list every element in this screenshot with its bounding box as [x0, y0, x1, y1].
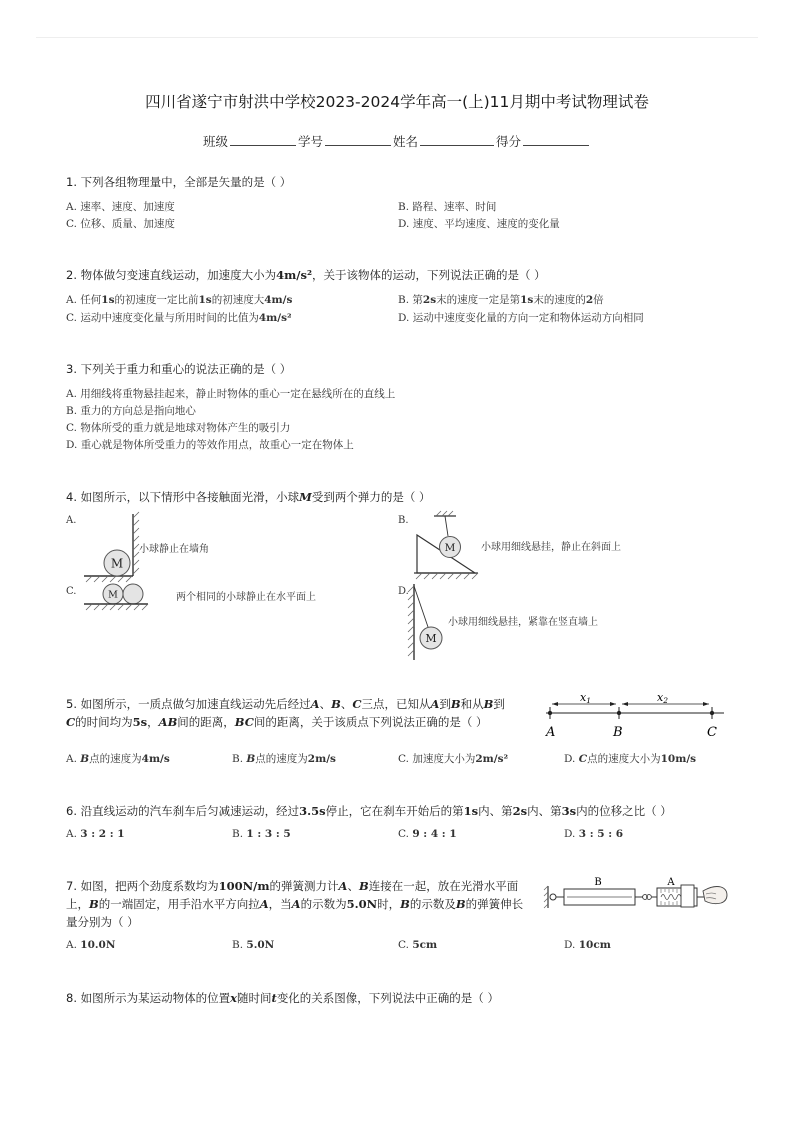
q4-fig-b-caption: 小球用细线悬挂，静止在斜面上 — [481, 542, 621, 553]
top-divider — [36, 37, 758, 38]
q7-var: A — [338, 879, 348, 893]
q5-option-b — [232, 751, 336, 766]
q7-a-text: A. — [66, 939, 81, 951]
q7-unit: 100N/m — [218, 879, 270, 893]
q4-stem-text: 受到两个弹力的是（ ） — [311, 490, 431, 504]
q6-b-text: B. — [232, 828, 247, 840]
q5-c-unit: 2m/s² — [475, 753, 509, 765]
q8-var: x — [230, 991, 237, 1005]
q7-option-a — [66, 939, 115, 951]
q2-b-text: B. 第 — [398, 294, 423, 306]
q6-unit: 3.5s — [299, 804, 326, 818]
q6-c-ratio: 9 : 4 : 1 — [412, 828, 457, 840]
q5-var: C — [66, 715, 76, 729]
q5-var: C — [352, 697, 362, 711]
q5-text: 5. 如图所示，一质点做匀加速直线运动先后经过 — [66, 697, 311, 711]
q6-option-d — [564, 828, 623, 840]
q5-text: 间的距离，关于该质点下列说法正确的是（ ） — [253, 715, 488, 729]
name-label: 姓名 — [393, 134, 419, 149]
q1-option-d: D. 速度、平均速度、速度的变化量 — [398, 218, 560, 230]
q6-option-c — [398, 828, 457, 840]
q5-stem-line2 — [66, 714, 488, 730]
q7-text: 7. 如图，把两个劲度系数均为 — [66, 879, 219, 893]
q2-a-text: 的初速度一定比前 — [114, 294, 199, 306]
q8-text: 8. 如图所示为某运动物体的位置 — [66, 991, 231, 1005]
q4-ball-symbol: M — [299, 490, 312, 504]
q7-text: 的弹簧测力计 — [269, 879, 339, 893]
q5-fig-x2: x2 — [657, 691, 668, 705]
q7-var: A — [259, 897, 269, 911]
q4-figure-c — [82, 582, 152, 610]
q5-fig-x1: x1 — [580, 691, 591, 705]
q2-option-d: D. 运动中速度变化量的方向一定和物体运动方向相同 — [398, 312, 644, 324]
q5-fig-point-c: C — [707, 725, 717, 740]
q2-option-c — [66, 310, 292, 325]
q7-fig-label-a: A — [667, 877, 675, 888]
q4-fig-b-ball-label: M — [444, 542, 456, 554]
q5-text: 到 — [439, 697, 451, 711]
q3-option-c: C. 物体所受的重力就是地球对物体产生的吸引力 — [66, 422, 291, 434]
q5-var: AB — [158, 715, 178, 729]
q3-stem: 3. 下列关于重力和重心的说法正确的是（ ） — [66, 362, 292, 376]
q5-text: 间的距离， — [177, 715, 235, 729]
q7-text: 的一端固定，用手沿水平方向拉 — [98, 897, 260, 911]
q6-stem — [66, 803, 672, 819]
q7-text: 的示数及 — [409, 897, 456, 911]
q7-d-value: 10cm — [578, 939, 611, 951]
q7-stem-line1 — [66, 878, 518, 894]
q5-b-var: B — [246, 753, 256, 765]
q7-stem-line3: 量分别为（ ） — [66, 915, 139, 929]
q5-fig-point-b: B — [613, 725, 623, 740]
q4-fig-c-caption: 两个相同的小球静止在水平面上 — [176, 592, 316, 603]
student-info-line — [0, 132, 794, 150]
q5-d-unit: 10m/s — [660, 753, 697, 765]
q2-c-unit: 4m/s² — [258, 312, 292, 324]
q5-c-text: C. 加速度大小为 — [398, 753, 476, 765]
q4-stem-text: 4. 如图所示，以下情形中各接触面光滑，小球 — [66, 490, 300, 504]
q4-fig-c-ball-label: M — [108, 589, 118, 601]
q5-var: A — [310, 697, 320, 711]
q2-acceleration-value: 4m/s² — [276, 268, 313, 282]
q5-text: ， — [147, 715, 159, 729]
q7-c-value: 5cm — [412, 939, 438, 951]
q2-option-a — [66, 292, 292, 307]
q5-option-a — [66, 751, 170, 766]
q5-var: B — [483, 697, 494, 711]
q7-var: A — [291, 897, 301, 911]
class-label: 班级 — [202, 134, 228, 149]
q6-text: 内、第 — [527, 804, 562, 818]
q2-stem-text: ，关于该物体的运动，下列说法正确的是（ ） — [312, 268, 546, 282]
id-blank — [325, 133, 391, 146]
q2-a-text: A. 任何 — [66, 294, 102, 306]
q1-option-c: C. 位移、质量、加速度 — [66, 218, 175, 230]
q7-stem-line2 — [66, 896, 523, 912]
q6-text: 内的位移之比（ ） — [576, 804, 672, 818]
q5-a-unit: 4m/s — [141, 753, 170, 765]
q3-option-b: B. 重力的方向总是指向地心 — [66, 405, 196, 417]
q7-option-c — [398, 939, 437, 951]
id-label: 学号 — [297, 134, 323, 149]
q2-b-unit: 2 — [585, 294, 594, 306]
q5-stem-line1 — [66, 696, 505, 712]
q5-text: 、 — [340, 697, 353, 711]
q2-stem-text: 2. 物体做匀变速直线运动，加速度大小为 — [66, 268, 277, 282]
q7-d-text: D. — [564, 939, 579, 951]
q6-text: 内、第 — [478, 804, 513, 818]
q5-d-var: C — [578, 753, 588, 765]
q5-var: A — [430, 697, 440, 711]
q4-fig-a-caption: 小球静止在墙角 — [139, 544, 209, 555]
q4-fig-a-ball-label: M — [110, 556, 124, 571]
q5-figure — [546, 692, 726, 742]
q6-text: 6. 沿直线运动的汽车刹车后匀减速运动，经过 — [66, 804, 300, 818]
q4-figure-d — [404, 582, 454, 662]
q6-unit: 3s — [561, 804, 577, 818]
q5-text: 的时间均为 — [75, 715, 133, 729]
q4-fig-c-label: C. — [66, 586, 77, 597]
q2-b-text: 倍 — [593, 294, 604, 306]
q6-c-text: C. — [398, 828, 413, 840]
q6-unit: 1s — [463, 804, 479, 818]
q5-var: B — [331, 697, 341, 711]
q6-a-text: A. — [66, 828, 81, 840]
q4-fig-d-ball-label: M — [425, 632, 437, 645]
q7-text: ，当 — [268, 897, 292, 911]
q6-d-text: D. — [564, 828, 579, 840]
q7-var: B — [455, 897, 466, 911]
q5-text: 三点，已知从 — [361, 697, 431, 711]
q3-option-a: A. 用细线将重物悬挂起来，静止时物体的重心一定在悬线所在的直线上 — [66, 388, 396, 400]
q4-fig-a-label: A. — [66, 515, 77, 526]
q2-a-text: 的初速度大 — [211, 294, 265, 306]
q6-unit: 2s — [512, 804, 528, 818]
q7-text: 时， — [377, 897, 401, 911]
q5-a-text: A. — [66, 753, 81, 765]
q4-fig-d-label: D. — [398, 586, 409, 597]
q7-option-d — [564, 939, 611, 951]
q2-option-b — [398, 292, 604, 307]
q5-var: B — [450, 697, 461, 711]
q5-d-text: 点的速度大小为 — [587, 753, 661, 765]
q7-var: B — [358, 879, 369, 893]
q3-option-d: D. 重心就是物体所受重力的等效作用点，故重心一定在物体上 — [66, 439, 354, 451]
q1-stem: 1. 下列各组物理量中，全部是矢量的是（ ） — [66, 175, 292, 189]
q1-option-b: B. 路程、速率、时间 — [398, 201, 497, 213]
q7-option-b — [232, 939, 274, 951]
q5-d-text: D. — [564, 753, 579, 765]
q2-c-text: C. 运动中速度变化量与所用时间的比值为 — [66, 312, 259, 324]
q5-text: 和从 — [460, 697, 484, 711]
q5-unit: 5s — [132, 715, 148, 729]
q5-text: 、 — [319, 697, 332, 711]
q7-figure — [543, 874, 729, 914]
q5-b-text: B. — [232, 753, 247, 765]
q6-b-ratio: 1 : 3 : 5 — [246, 828, 291, 840]
q8-text: 随时间 — [237, 991, 272, 1005]
q5-b-unit: 2m/s — [307, 753, 336, 765]
q1-option-a: A. 速率、速度、加速度 — [66, 201, 175, 213]
name-blank — [420, 133, 494, 146]
q7-a-value: 10.0N — [80, 939, 116, 951]
q5-text: 到 — [493, 697, 505, 711]
q7-b-text: B. — [232, 939, 247, 951]
q7-c-text: C. — [398, 939, 413, 951]
q7-text: 、 — [347, 879, 359, 893]
q7-unit: 5.0N — [346, 897, 378, 911]
q5-fig-point-a: A — [546, 725, 556, 740]
q4-fig-d-caption: 小球用细线悬挂，紧靠在竖直墙上 — [448, 617, 598, 628]
q8-var: t — [271, 991, 277, 1005]
q6-option-a — [66, 828, 125, 840]
score-label: 得分 — [496, 134, 522, 149]
q7-b-value: 5.0N — [246, 939, 275, 951]
q2-b-unit: 1s — [520, 294, 534, 306]
q7-text: 上， — [66, 897, 89, 911]
q5-b-text: 点的速度为 — [255, 753, 308, 765]
q4-fig-b-label: B. — [398, 515, 409, 526]
q2-a-unit: 1s — [101, 294, 115, 306]
q5-var: BC — [234, 715, 254, 729]
q6-text: 停止，它在刹车开始后的第 — [325, 804, 464, 818]
class-blank — [230, 133, 296, 146]
q2-a-unit: 1s — [198, 294, 212, 306]
q7-var: B — [89, 897, 99, 911]
score-blank — [523, 133, 589, 146]
q2-b-text: 末的速度的 — [533, 294, 586, 306]
q4-stem — [66, 489, 431, 505]
q2-a-unit: 4m/s — [264, 294, 293, 306]
q7-text: 连接在一起，放在光滑水平面 — [368, 879, 519, 893]
q5-a-var: B — [80, 753, 90, 765]
q6-option-b — [232, 828, 291, 840]
q7-fig-label-b: B — [594, 877, 602, 888]
q5-a-text: 点的速度为 — [89, 753, 142, 765]
page-title: 四川省遂宁市射洪中学校2023-2024学年高一(上)11月期中考试物理试卷 — [145, 93, 649, 111]
q4-figure-a — [82, 512, 142, 582]
q7-var: B — [400, 897, 410, 911]
q5-option-c — [398, 751, 508, 766]
q7-text: 的示数为 — [300, 897, 347, 911]
q2-b-unit: 2s — [422, 294, 437, 306]
q7-text: 的弹簧伸长 — [465, 897, 524, 911]
q6-d-ratio: 3 : 5 : 6 — [578, 828, 624, 840]
q5-option-d — [564, 751, 696, 766]
q2-b-text: 末的速度一定是第 — [436, 294, 521, 306]
q2-stem — [66, 267, 546, 283]
q8-text: 变化的关系图像，下列说法中正确的是（ ） — [276, 991, 499, 1005]
q6-a-ratio: 3 : 2 : 1 — [80, 828, 125, 840]
q8-stem — [66, 990, 499, 1006]
q4-figure-b — [412, 510, 482, 580]
